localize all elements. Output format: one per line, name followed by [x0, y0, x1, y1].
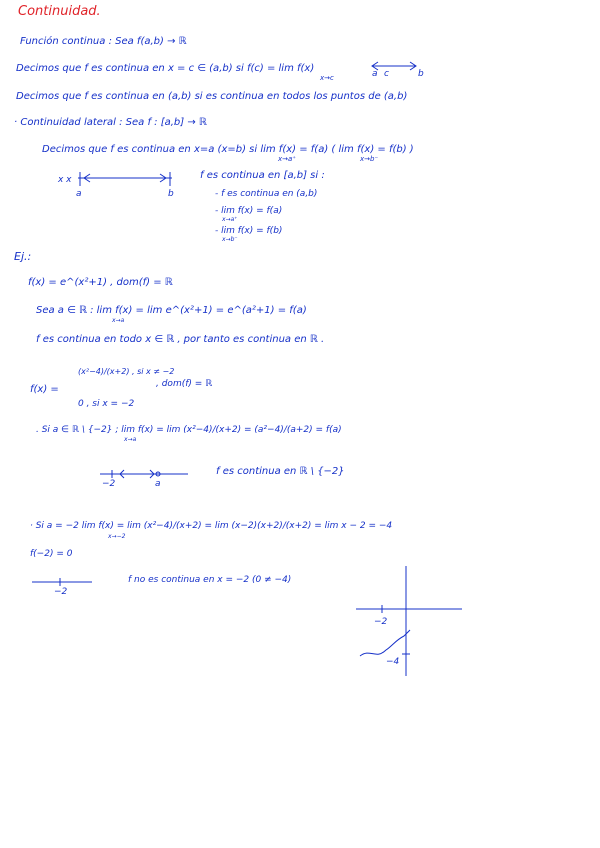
piecewise-lhs: f(x) =	[30, 384, 59, 395]
example-label: Ej.:	[14, 250, 32, 263]
limit-subscript-b: x→b⁻	[360, 155, 379, 163]
limit-subscript: x→c	[320, 74, 334, 82]
value-at-minus-2: f(−2) = 0	[30, 549, 73, 559]
limit-subscript-a: x→a⁺	[278, 155, 296, 163]
condition-2-sub: x→a⁺	[222, 216, 238, 223]
case-a-minus-2: · Si a = −2 lim f(x) = lim (x²−4)/(x+2) = lim (x−2)(x+2)/(x+2) = lim x − 2 = −4	[30, 521, 393, 531]
piecewise-domain: , dom(f) = ℝ	[156, 379, 213, 389]
piecewise-top: (x²−4)/(x+2) , si x ≠ −2	[78, 367, 175, 376]
case-a-sub: x→a	[124, 436, 137, 443]
definition-line-1: Función continua : Sea f(a,b) → ℝ	[20, 36, 187, 47]
example-conclusion: f es continua en todo x ∈ ℝ , por tanto es continua en ℝ .	[36, 334, 325, 345]
label-xx: x x	[58, 175, 72, 185]
label-a: a	[372, 69, 378, 79]
label-y-minus-4: −4	[386, 657, 400, 667]
lateral-definition: Decimos que f es continua en x=a (x=b) si lim f(x) = f(a) ( lim f(x) = f(b) )	[42, 144, 414, 155]
closed-interval-condition: f es continua en [a,b] si :	[200, 170, 325, 181]
interval-sketch-1	[372, 62, 424, 79]
definition-line-2: Decimos que f es continua en x = c ∈ (a,b) si f(c) = lim f(x)	[16, 63, 315, 74]
label-minus-2: −2	[102, 479, 116, 489]
case-a-not-minus-2: . Si a ∈ ℝ \ {−2} ; lim f(x) = lim (x²−4)/(x+2) = (a²−4)/(a+2) = f(a)	[36, 425, 342, 435]
label-b-2: b	[168, 189, 174, 199]
label-minus-2-b: −2	[54, 587, 68, 597]
label-b: b	[418, 69, 424, 79]
number-line-sketch-2	[32, 578, 92, 597]
closed-interval-sketch	[57, 172, 174, 199]
continuity-conclusion: f es continua en ℝ \ {−2}	[216, 466, 345, 477]
label-x-minus-2: −2	[374, 617, 388, 627]
example-function: f(x) = e^(x²+1) , dom(f) = ℝ	[28, 277, 173, 288]
piecewise-bottom: 0 , si x = −2	[78, 399, 135, 409]
graph-sketch	[356, 566, 462, 676]
condition-2: - lim f(x) = f(a)	[215, 206, 283, 216]
lateral-continuity-heading: · Continuidad lateral : Sea f : [a,b] → ℝ	[14, 117, 207, 128]
example-limit-sub: x→a	[112, 317, 125, 324]
label-a-3: a	[155, 479, 161, 489]
example-limit: Sea a ∈ ℝ : lim f(x) = lim e^(x²+1) = e^(a²+1) = f(a)	[36, 305, 307, 316]
definition-line-3: Decimos que f es continua en (a,b) si es continua en todos los puntos de (a,b)	[16, 91, 408, 102]
case-a-minus-2-sub: x→−2	[108, 533, 126, 540]
label-a-2: a	[76, 189, 82, 199]
condition-3-sub: x→b⁻	[222, 236, 238, 243]
discontinuity-conclusion: f no es continua en x = −2 (0 ≠ −4)	[128, 575, 292, 585]
condition-1: - f es continua en (a,b)	[215, 189, 318, 199]
number-line-sketch	[100, 470, 188, 489]
condition-3: - lim f(x) = f(b)	[215, 226, 283, 236]
page-title: Continuidad.	[18, 4, 101, 19]
label-c: c	[384, 69, 389, 79]
